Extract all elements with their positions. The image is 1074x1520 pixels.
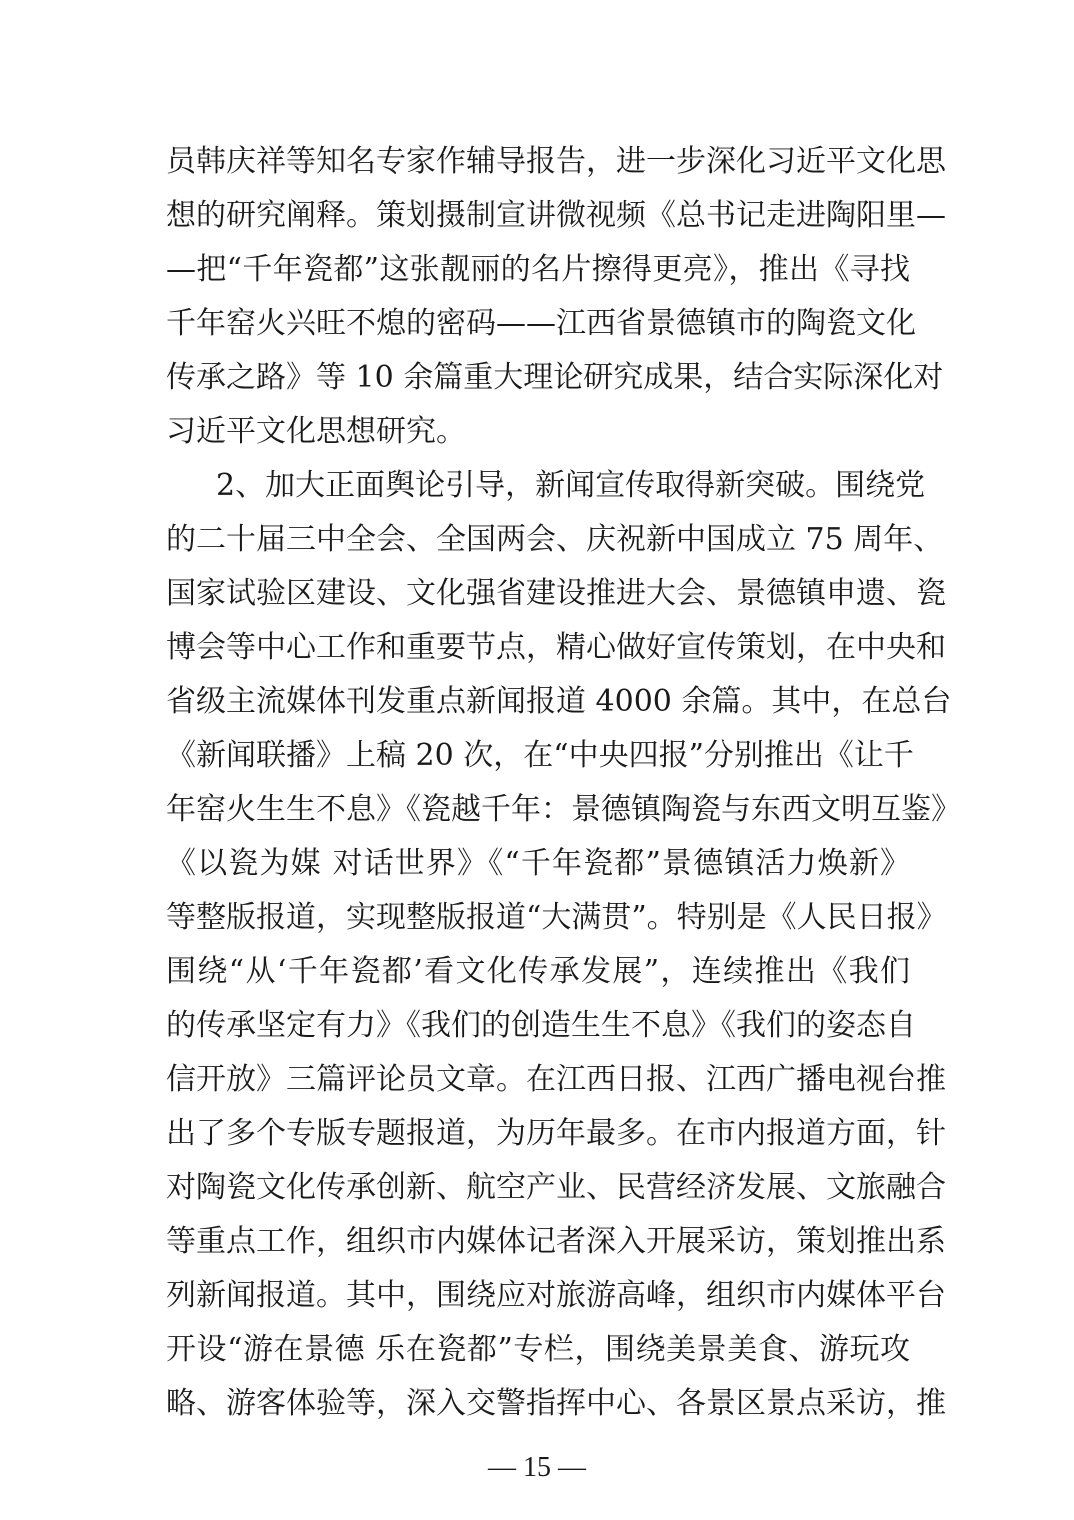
text-line: 略、游客体验等，深入交警指挥中心、各景区景点采访，推: [166, 1386, 946, 1421]
text-line: 博会等中心工作和重要节点，精心做好宣传策划，在中央和: [166, 630, 946, 665]
text-line: —把“千年瓷都”这张靓丽的名片擦得更亮》，推出《寻找: [166, 252, 910, 287]
text-line: 等整版报道，实现整版报道“大满贯”。特别是《人民日报》: [166, 900, 947, 935]
text-line: 等重点工作，组织市内媒体记者深入开展采访，策划推出系: [166, 1224, 946, 1259]
text-line: 对陶瓷文化传承创新、航空产业、民营经济发展、文旅融合: [166, 1170, 946, 1205]
page-number: — 15 —: [488, 1452, 586, 1483]
text-line: 围绕“从‘千年瓷都’看文化传承发展”，连续推出《我们: [166, 954, 910, 989]
text-line: 习近平文化思想研究。: [166, 414, 466, 449]
text-line: 出了多个专版专题报道，为历年最多。在市内报道方面，针: [166, 1116, 946, 1151]
text-line: 省级主流媒体刊发重点新闻报道 4000 余篇。其中，在总台: [166, 684, 952, 719]
text-line: 列新闻报道。其中，围绕应对旅游高峰，组织市内媒体平台: [166, 1278, 946, 1313]
text-line: 国家试验区建设、文化强省建设推进大会、景德镇申遗、瓷: [166, 576, 946, 611]
text-line: 年窑火生生不息》《瓷越千年：景德镇陶瓷与东西文明互鉴》: [166, 792, 961, 827]
text-line: 千年窑火兴旺不熄的密码——江西省景德镇市的陶瓷文化: [166, 306, 916, 341]
text-line: 传承之路》等 10 余篇重大理论研究成果，结合实际深化对: [166, 360, 944, 395]
text-line: 《以瓷为媒 对话世界》《“千年瓷都”景德镇活力焕新》: [166, 846, 910, 881]
text-line: 想的研究阐释。策划摄制宣讲微视频《总书记走进陶阳里—: [166, 198, 946, 233]
text-line: 开设“游在景德 乐在瓷都”专栏，围绕美景美食、游玩攻: [166, 1332, 910, 1367]
text-line: 员韩庆祥等知名专家作辅导报告，进一步深化习近平文化思: [166, 144, 946, 179]
text-line: 《新闻联播》上稿 20 次，在“中央四报”分别推出《让千: [166, 738, 914, 773]
paragraph-start-line: 2、加大正面舆论引导，新闻宣传取得新突破。围绕党: [216, 468, 926, 503]
text-line: 信开放》三篇评论员文章。在江西日报、江西广播电视台推: [166, 1062, 946, 1097]
text-line: 的传承坚定有力》《我们的创造生生不息》《我们的姿态自: [166, 1008, 916, 1043]
text-line: 的二十届三中全会、全国两会、庆祝新中国成立 75 周年、: [166, 522, 944, 557]
